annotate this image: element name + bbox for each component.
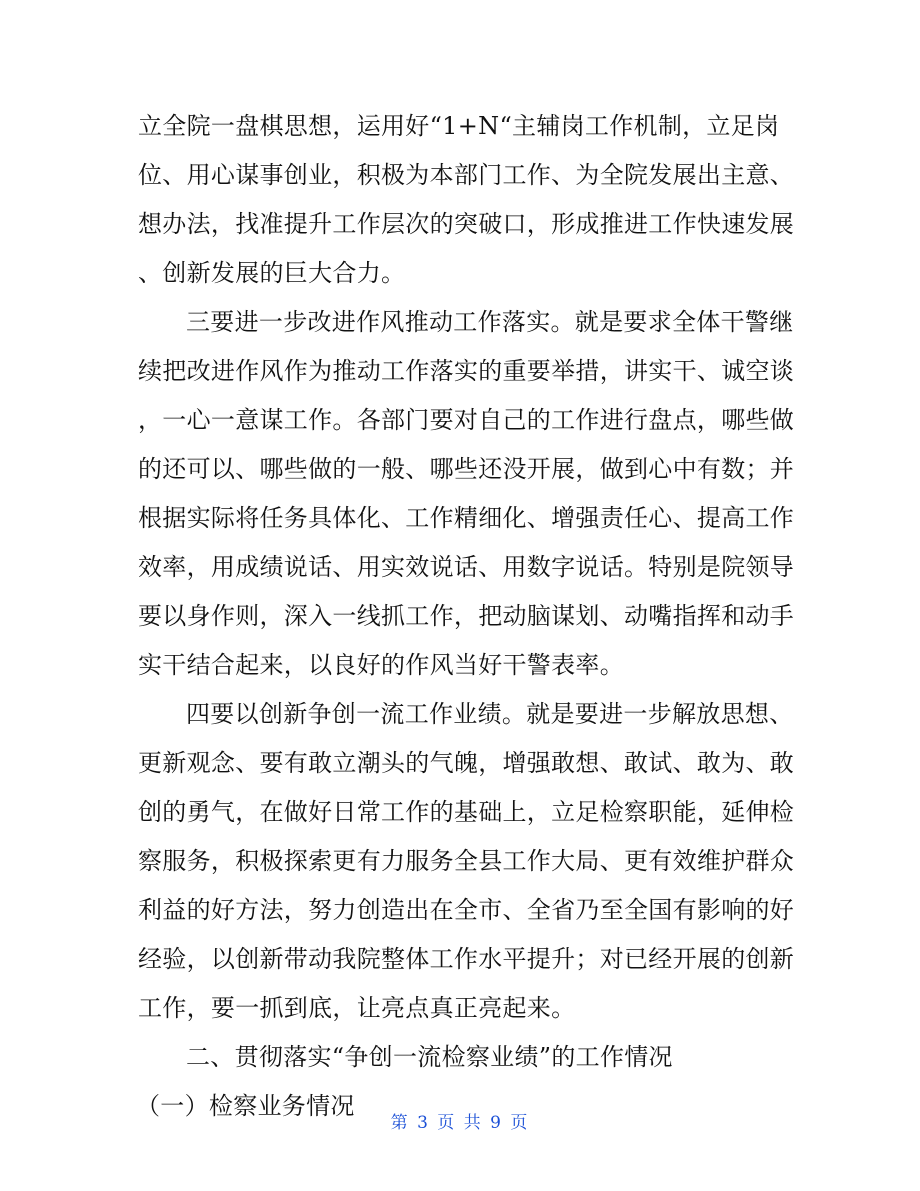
subsection-heading: （一）检察业务情况 (136, 1092, 355, 1120)
text-line: 续把改进作风作为推动工作落实的重要举措，讲实干、诚空谈 (138, 357, 795, 385)
paragraph-start-line: 四要以创新争创一流工作业绩。就是要进一步解放思想、 (186, 700, 794, 728)
text-line: 工作，要一抓到底，让亮点真正亮起来。 (138, 994, 576, 1022)
text-line: 位、用心谋事创业，积极为本部门工作、为全院发展出主意、 (138, 161, 795, 189)
text-line: 的还可以、哪些做的一般、哪些还没开展，做到心中有数；并 (138, 455, 795, 483)
text-line: 更新观念、要有敢立潮头的气魄，增强敢想、敢试、敢为、敢 (138, 749, 795, 777)
text-line: 效率，用成绩说话、用实效说话、用数字说话。特别是院领导 (138, 553, 795, 581)
text-line: 创的勇气，在做好日常工作的基础上，立足检察职能，延伸检 (138, 798, 795, 826)
text-line: 要以身作则，深入一线抓工作，把动脑谋划、动嘴指挥和动手 (138, 602, 795, 630)
section-heading: 二、贯彻落实“争创一流检察业绩”的工作情况 (186, 1043, 673, 1071)
page-number-footer: 第 3 页 共 9 页 (390, 1113, 530, 1133)
text-line: 实干结合起来，以良好的作风当好干警表率。 (138, 651, 624, 679)
text-line: ，一心一意谋工作。各部门要对自己的工作进行盘点，哪些做 (138, 406, 795, 434)
text-line: 察服务，积极探索更有力服务全县工作大局、更有效维护群众 (138, 847, 795, 875)
text-line: 立全院一盘棋思想，运用好“1+N“主辅岗工作机制，立足岗 (138, 112, 780, 140)
paragraph-start-line: 三要进一步改进作风推动工作落实。就是要求全体干警继 (186, 308, 794, 336)
text-line: 根据实际将任务具体化、工作精细化、增强责任心、提高工作 (138, 504, 795, 532)
text-line: 、创新发展的巨大合力。 (138, 259, 406, 287)
text-line: 利益的好方法，努力创造出在全市、全省乃至全国有影响的好 (138, 896, 795, 924)
text-line: 经验，以创新带动我院整体工作水平提升；对已经开展的创新 (138, 945, 795, 973)
text-line: 想办法，找准提升工作层次的突破口，形成推进工作快速发展 (138, 210, 795, 238)
